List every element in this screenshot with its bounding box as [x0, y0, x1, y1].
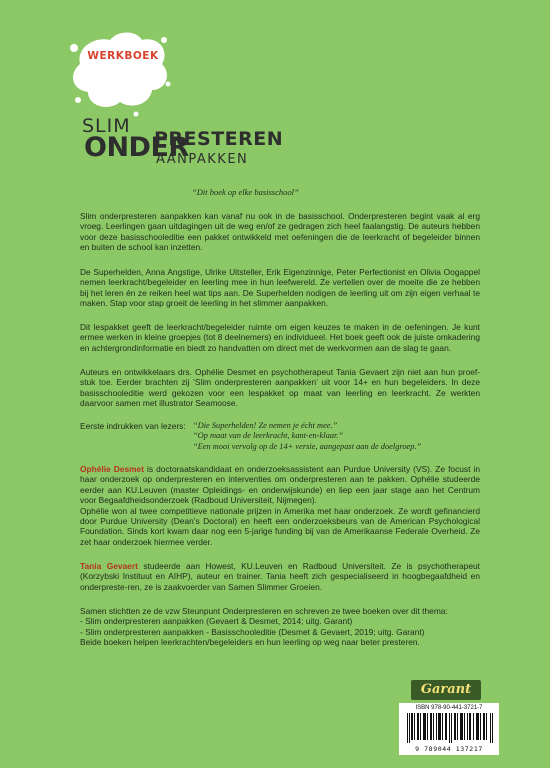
auteurs-paragraph: Auteurs en ontwikkelaars drs. Ophélie Desmet en psychotherapeut Tania Gevaert zijn niet aan hun proef-stuk toe. Eerder brachten zij ‘Slim onderpresteren aanpakken’ uit voor 14+ en hun begeleiders. In deze basisschooleditie werd gekozen voor een lespakket op maat van leerling en leerkracht. Ze werkten daarvoor samen met illustrator Seamoose. — [80, 367, 480, 409]
publisher-logo: Garant — [411, 680, 481, 700]
title-slim: SLIM — [82, 115, 131, 137]
title-presteren: PRESTEREN — [154, 128, 284, 150]
lespakket-paragraph: Dit lespakket geeft de leerkracht/begeleider ruimte om eigen keuzes te maken in de oefeningen. Je kunt ermee werken in kleine groepjes (tot 8 deelnemers) en individueel. Het boek geeft ook de juiste omkadering en achtergrondinformatie en biedt zo handvatten om direct met de werkvormen aan de slag te gaan. — [80, 322, 480, 353]
barcode-digits: 9 789044 137217 — [415, 745, 483, 753]
isbn-label: ISBN 978-90-441-3721-7 — [415, 705, 483, 711]
book-list — [80, 616, 480, 637]
review-quote: “Die Superhelden! Ze nemen je écht mee.” — [193, 421, 338, 430]
closing-lead: Samen stichtten ze de vzw Steunpunt Onderpresteren en schreven ze twee boeken over dit thema: — [80, 606, 448, 616]
bio-desmet-p1 — [80, 464, 480, 506]
bio-gevaert — [80, 561, 480, 592]
bio-desmet-text: is doctoraatskandidaat en onderzoeksassistent aan Purdue University (VS). Ze focust in haar onderzoek op onderpresteren en interventies om onderpresteren aan te pakken. Ophélie studeerde eerder aan KU.Leuven (master Opleidings- en onderwijskunde) en liep een jaar stage aan het Centrum voor Begaafdheidsonderzoek (Radboud Universiteit, Nijmegen). — [80, 464, 480, 506]
bio-gevaert-text: studeerde aan Howest, KU.Leuven en Radboud Universiteit. Ze is psychotherapeut (Korzybski Instituut en AIHP), auteur en trainer. Tania heeft zich gespecialiseerd in hoogbegaafdheid en onderpreste-ren, ze is zaakvoerder van Samen Slimmer Groeien. — [80, 561, 480, 592]
paint-splash-icon — [66, 26, 172, 118]
review-quote: “Op maat van de leerkracht, kant-en-klaar.” — [193, 431, 344, 441]
tagline-quote: “Dit boek op elke basisschool” — [192, 187, 299, 197]
list-item: - Slim onderpresteren aanpakken (Gevaert & Desmet, 2014; uitg. Garant) — [80, 616, 353, 627]
author-name-gevaert: Tania Gevaert — [80, 561, 138, 571]
author-name-desmet: Ophélie Desmet — [80, 464, 145, 474]
list-item: - Slim onderpresteren aanpakken - Basisschooleditie (Desmet & Gevaert, 2019; uitg. Garant) — [80, 626, 425, 637]
bio-desmet — [80, 464, 480, 547]
closing-section — [80, 606, 480, 648]
barcode-icon — [407, 713, 493, 743]
superhelden-paragraph: De Superhelden, Anna Angstige, Ulrike Uitsteller, Erik Eigenzinnige, Peter Perfectionist en Olivia Oogappel nemen leerkracht/begeleider en leerling mee in hun leefwereld. Ze vertellen over de moeite die ze hebben bij het leren én ze reiken heel wat tips aan. De Superhelden nodigen de leerling uit om zijn eigen verhaal te maken. Stap voor stap groeit de leerling in het slimmer aanpakken. — [80, 267, 480, 309]
bio-desmet-p2: Ophélie won al twee competitieve nationale prijzen in Amerika met haar onderzoek. Ze wordt gefinancierd door Purdue University (Dean’s Doctoral) en heeft een onderzoeksbeurs van de American Psychological Foundation. Sinds kort kwam daar nog een 5-jarige funding bij van de Amerikaanse Federale Overheid. Ze zet haar onderzoek hiermee verder. — [80, 505, 480, 547]
werkboek-badge: WERKBOEK — [87, 50, 159, 62]
review-quote: “Een mooi vervolg op de 14+ versie, aangepast aan de doelgroep.” — [193, 441, 422, 451]
reviews-label: Eerste indrukken van lezers: — [80, 421, 186, 431]
barcode — [399, 703, 499, 755]
intro-paragraph: Slim onderpresteren aanpakken kan vanaf nu ook in de basisschool. Onderpresteren begint vaak al erg vroeg. Leerlingen gaan uitdagingen uit de weg en/of ze gedragen zich heel faalangstig. De auteurs hebben voor deze basisschooleditie een pakket ontwikkeld met oefeningen die de leerkracht of begeleider binnen en buiten de school kan inzetten. — [80, 211, 480, 253]
title-aanpakken: AANPAKKEN — [156, 152, 249, 167]
title-onder: ONDER — [84, 132, 189, 163]
closing-end: Beide boeken helpen leerkrachten/begeleiders en hun leerling op weg naar beter presteren. — [80, 637, 420, 648]
